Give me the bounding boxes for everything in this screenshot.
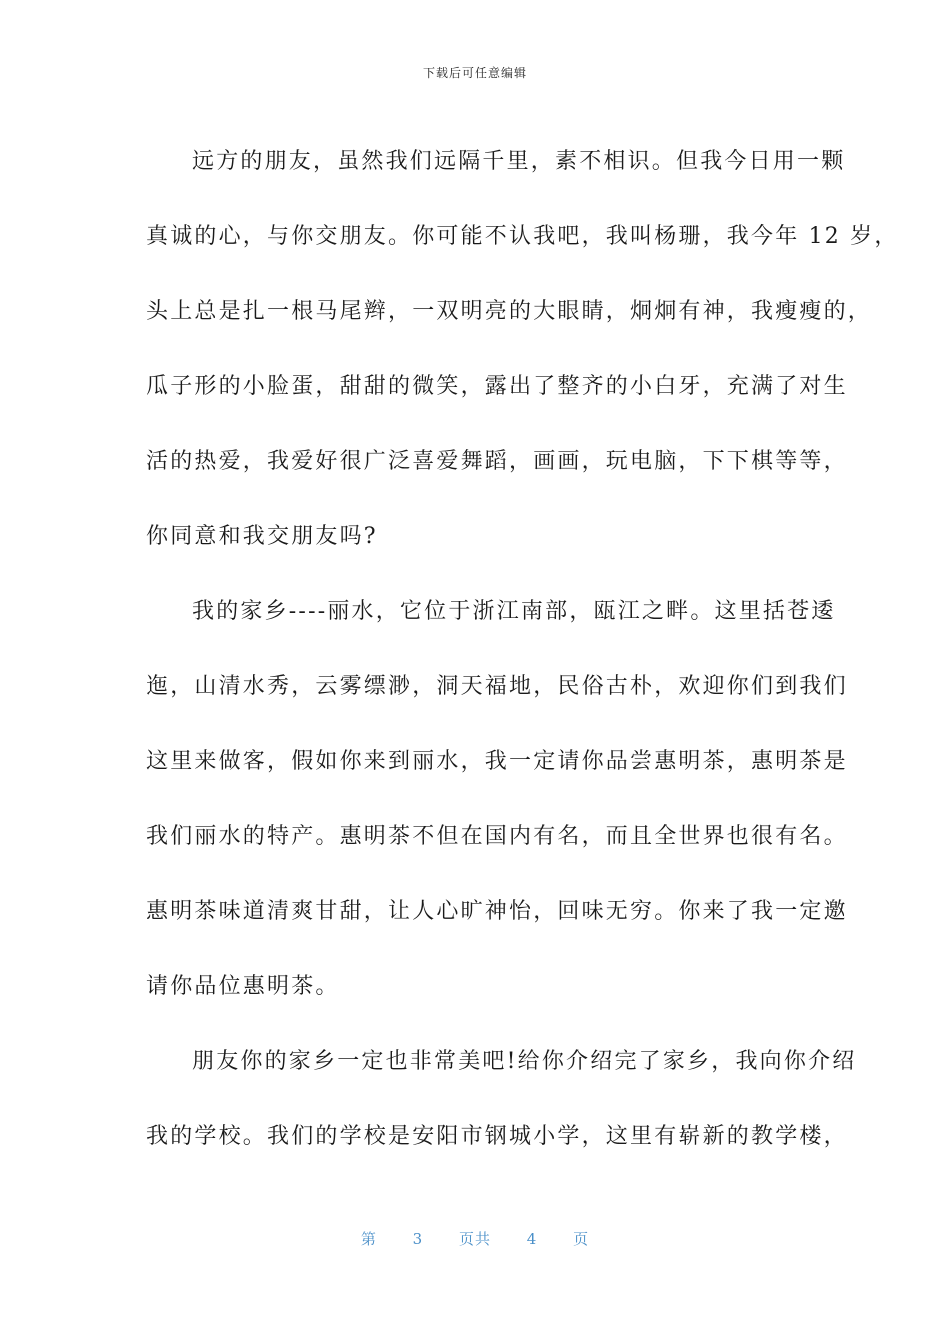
footer-label-di: 第 [360,1230,377,1248]
footer-label-ye-gong: 页共 [458,1230,491,1248]
paragraph-line: 惠明茶味道清爽甘甜，让人心旷神怡，回味无穷。你来了我一定邀 [146,899,848,924]
paragraph-line: 瓜子形的小脸蛋，甜甜的微笑，露出了整齐的小白牙，充满了对生 [146,374,848,399]
paragraph-line: 真诚的心，与你交朋友。你可能不认我吧，我叫杨珊，我今年 12 岁， [146,224,899,249]
paragraph-line: 请你品位惠明茶。 [146,974,340,999]
footer-current-page: 3 [412,1230,424,1248]
footer-label-ye: 页 [573,1230,590,1248]
page-footer [0,1228,950,1249]
paragraph-line: 我的学校。我们的学校是安阳市钢城小学，这里有崭新的教学楼， [146,1124,848,1149]
paragraph-line: 朋友你的家乡一定也非常美吧!给你介绍完了家乡，我向你介绍 [192,1049,857,1074]
paragraph-line: 头上总是扎一根马尾辫，一双明亮的大眼睛，炯炯有神，我瘦瘦的， [146,299,873,324]
paragraph-line: 我的家乡----丽水，它位于浙江南部，瓯江之畔。这里括苍逶 [192,599,836,624]
footer-total-pages: 4 [526,1230,538,1248]
document-body [146,124,899,1174]
paragraph-line: 迤，山清水秀，云雾缥渺，洞天福地，民俗古朴，欢迎你们到我们 [146,674,848,699]
paragraph-line: 你同意和我交朋友吗? [146,524,378,549]
page-header: 下载后可任意编辑 [422,66,527,80]
paragraph-line: 远方的朋友，虽然我们远隔千里，素不相识。但我今日用一颗 [192,149,846,174]
paragraph-line: 活的热爱，我爱好很广泛喜爱舞蹈，画画，玩电脑，下下棋等等， [146,449,848,474]
paragraph-line: 我们丽水的特产。惠明茶不但在国内有名，而且全世界也很有名。 [146,824,848,849]
paragraph-line: 这里来做客，假如你来到丽水，我一定请你品尝惠明茶，惠明茶是 [146,749,848,774]
